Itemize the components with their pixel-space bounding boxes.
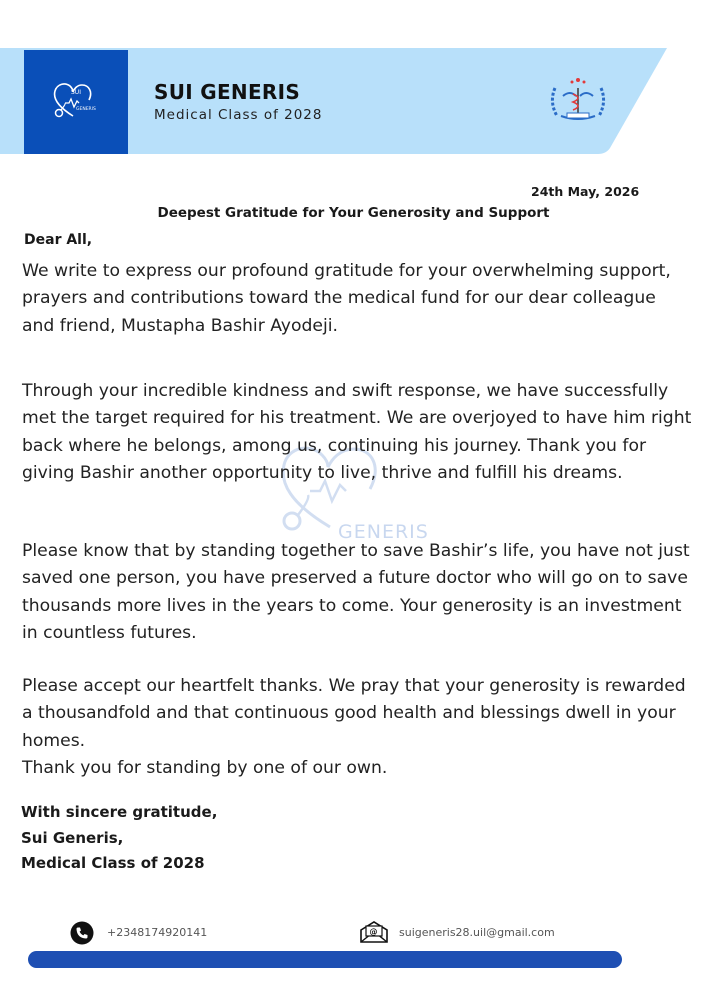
logo xyxy=(24,50,128,154)
letter-subject: Deepest Gratitude for Your Generosity and Support xyxy=(157,205,550,221)
paragraph-4: Please accept our heartfelt thanks. We pray that your generosity is rewarded a thousandfold and that continuous good health and blessings dwell in your homes. Thank you for standing by one of our own. xyxy=(22,676,686,778)
paragraph-1: We write to express our profound gratitude for your overwhelming support, prayers and contributions toward the medical fund for our dear colleague and friend, Mustapha Bashir Ayodeji. xyxy=(22,261,671,336)
medical-seal-icon xyxy=(545,72,611,128)
phone-icon xyxy=(70,921,94,945)
email-address[interactable]: suigeneris28.uil@gmail.com xyxy=(399,926,555,939)
letter-date: 24th May, 2026 xyxy=(531,184,640,199)
closing-line-3: Medical Class of 2028 xyxy=(21,854,205,872)
closing-line-2: Sui Generis, xyxy=(21,828,124,847)
watermark-text: GENERIS xyxy=(338,521,429,543)
heart-stethoscope-icon xyxy=(51,80,101,122)
salutation: Dear All, xyxy=(24,232,93,248)
paragraph-2: Through your incredible kindness and swift response, we have successfully met the target required for his treatment. We are overjoyed to have him right back where he belongs, among us, continuing his journey. Thank you for giving Bashir another opportunity to live, thrive and fulfill his dreams. xyxy=(22,381,692,483)
phone-number[interactable]: +2348174920141 xyxy=(107,926,208,939)
org-name: SUI GENERIS xyxy=(154,80,301,104)
svg-text:@: @ xyxy=(369,927,378,937)
closing-block xyxy=(21,800,217,877)
email-icon xyxy=(359,920,389,944)
closing-line-1: With sincere gratitude, xyxy=(21,803,218,821)
footer-bar xyxy=(28,951,622,968)
logo-text-top: SUI xyxy=(71,89,81,96)
paragraph-3: Please know that by standing together to save Bashir’s life, you have not just saved one person, you have preserved a future doctor who will go on to save thousands more lives in the years to come. Your generosity is an investment in countless futures. xyxy=(22,541,690,643)
logo-text-bottom: GENERIS xyxy=(76,107,96,112)
org-subtitle: Medical Class of 2028 xyxy=(154,107,323,123)
